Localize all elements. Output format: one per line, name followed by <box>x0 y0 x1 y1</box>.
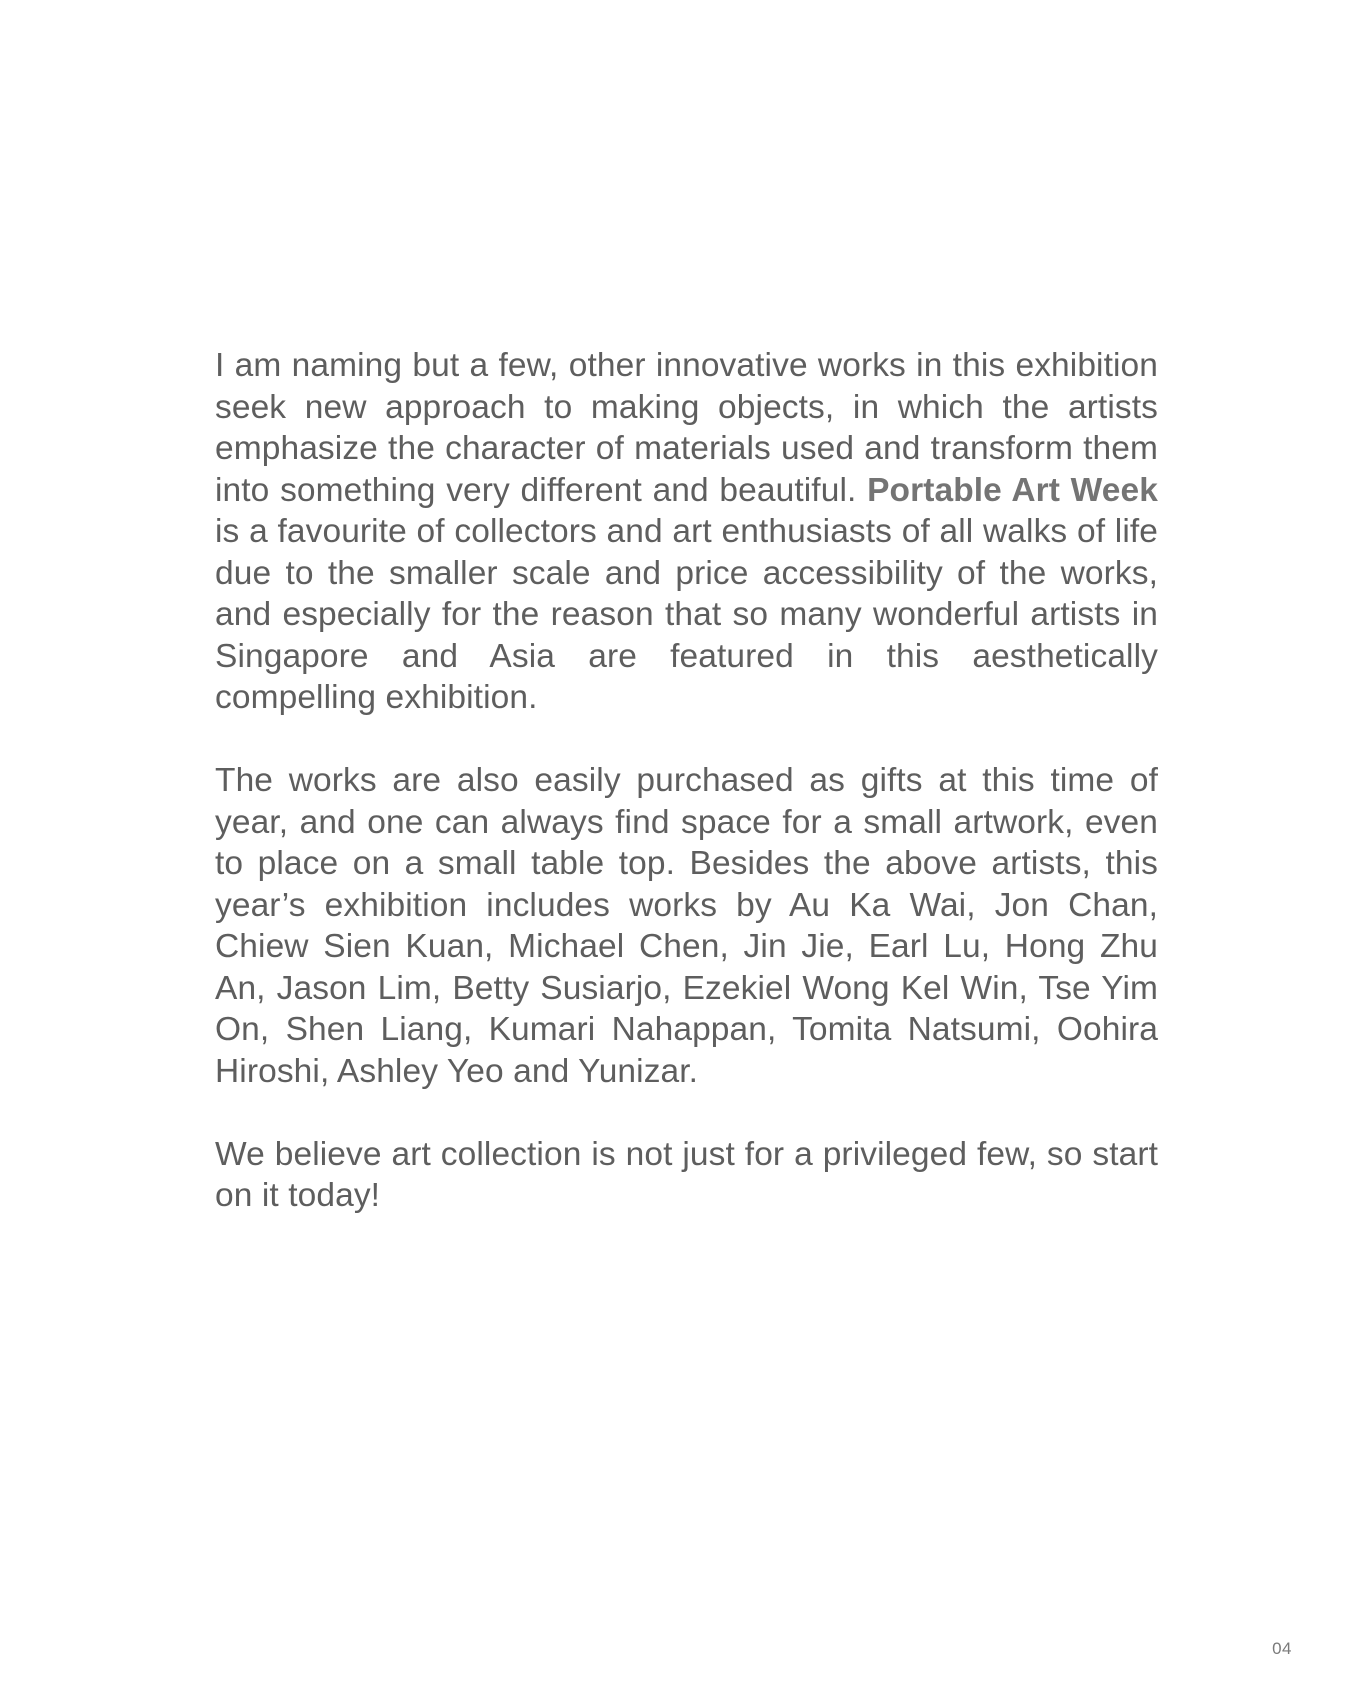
paragraph-1-text-start: I am naming but a few, other innovative works in this exhibition seek new approach to making objects, in which the artists emphasize the character of materials used and transform them into something very different and beautiful. <box>215 347 1158 509</box>
body-text <box>215 345 1158 1217</box>
exhibition-name-highlight: Portable Art Week <box>867 471 1158 509</box>
paragraph-1 <box>215 345 1158 719</box>
paragraph-2: The works are also easily purchased as gifts at this time of year, and one can always find space for a small artwork, even to place on a small table top. Besides the above artists, this year’s exhibition includes works by Au Ka Wai, Jon Chan, Chiew Sien Kuan, Michael Chen, Jin Jie, Earl Lu, Hong Zhu An, Jason Lim, Betty Susiarjo, Ezekiel Wong Kel Win, Tse Yim On, Shen Liang, Kumari Nahappan, Tomita Natsumi, Oohira Hiroshi, Ashley Yeo and Yunizar. <box>215 762 1158 1090</box>
page-number: 04 <box>1272 1639 1292 1658</box>
paragraph-1-text-end: is a favourite of collectors and art enthusiasts of all walks of life due to the smaller scale and price accessibility of the works, and especially for the reason that so many wonderful artists in Singapore and Asia are featured in this aesthetically compelling exhibition. <box>215 513 1158 716</box>
paragraph-3: We believe art collection is not just for a privileged few, so start on it today! <box>215 1135 1158 1214</box>
